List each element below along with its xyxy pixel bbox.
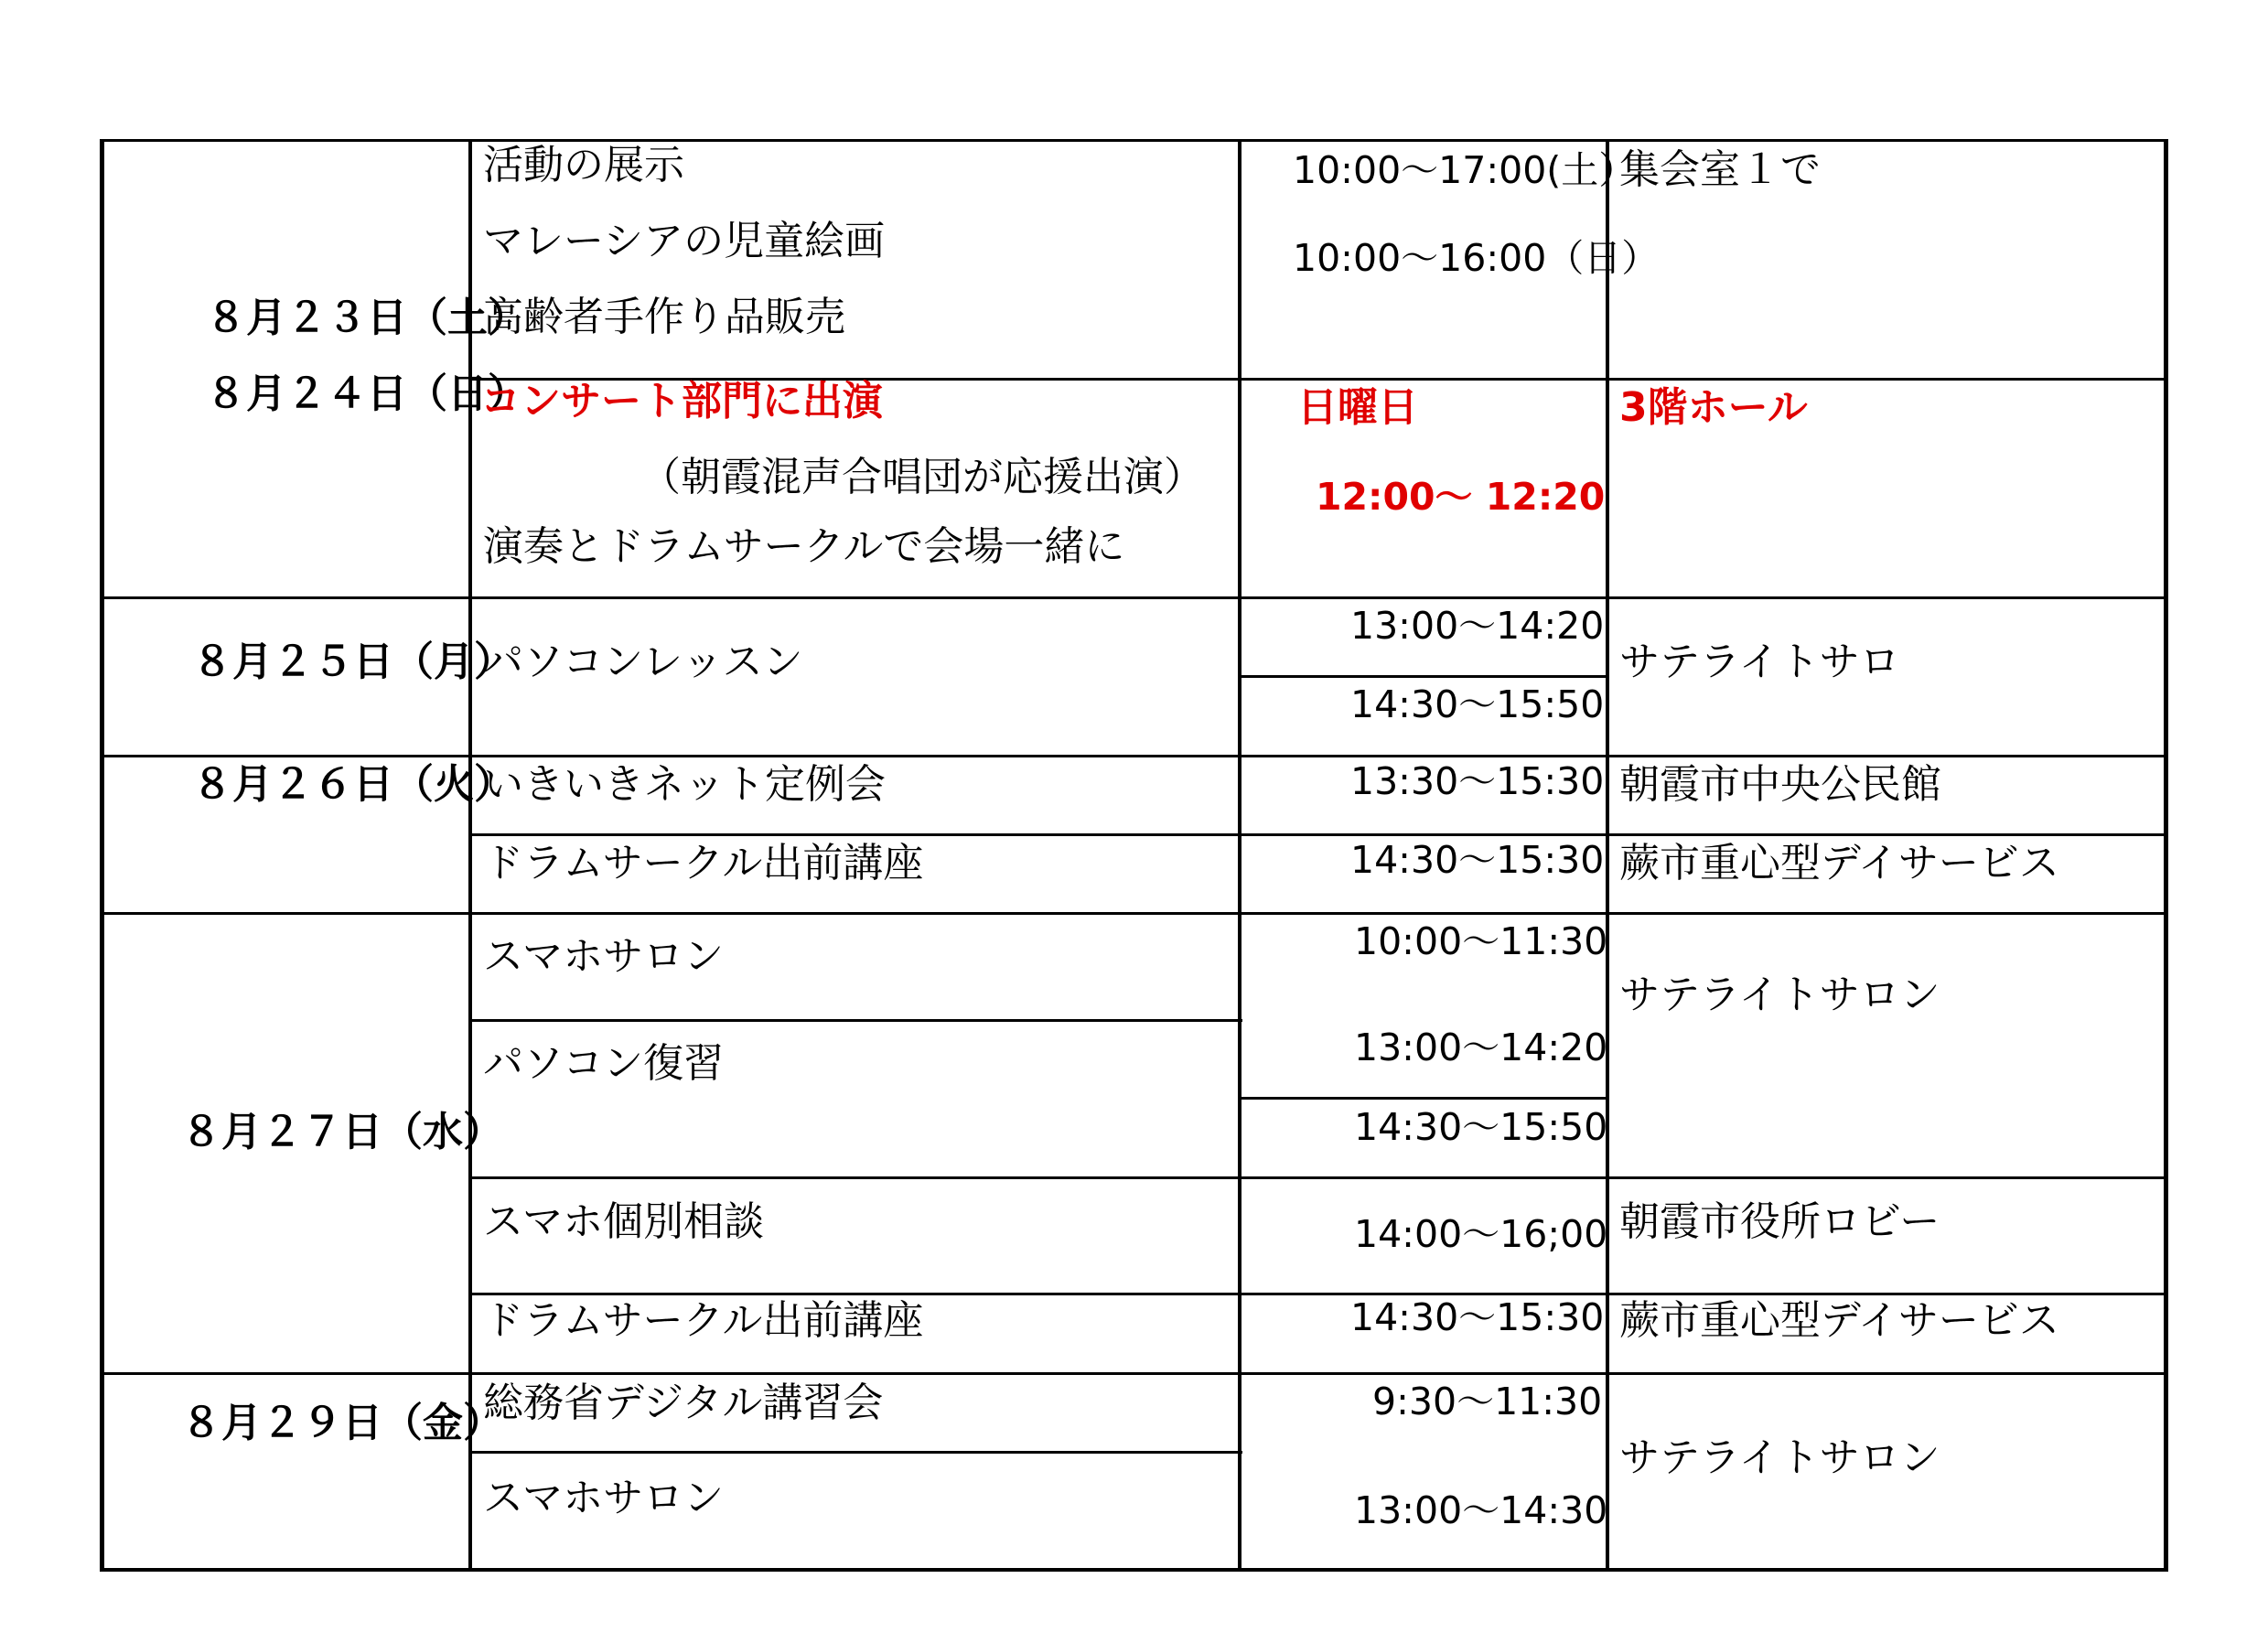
place-cell: 蕨市重心型デイサービス [1619,840,2059,886]
table-divider-event-time [1238,139,1241,1572]
time-cell: 13:30～15:30 [1350,759,1605,803]
row-divider [468,1293,2168,1295]
time-cell: 13:00～14:20 [1350,604,1605,648]
event-text: 高齢者手作り品販売 [483,294,845,340]
time-cell: 14:30～15:30 [1350,838,1605,882]
concert-time: 12:00～ 12:20 [1316,475,1606,519]
event-text: スマホサロン [483,1475,725,1521]
time-cell: 14:30～15:30 [1350,1295,1605,1339]
row-divider [468,1176,2168,1179]
event-text: 総務省デジタル講習会 [483,1380,884,1426]
time-cell: 10:00～16:00（日） [1293,236,1660,280]
date-cell: ８月２６日（火） [192,761,514,808]
date-cell: ８月２７日（水） [181,1109,503,1155]
table-divider-date-event [468,139,472,1572]
event-text: 活動の展示 [483,142,684,188]
time-cell: 13:00～14:30 [1354,1488,1608,1532]
time-cell: 14:00～16;00 [1354,1212,1608,1256]
event-text: スマホサロン [483,933,725,980]
place-cell: サテライトサロ [1619,639,1900,685]
time-cell: 14:30～15:50 [1354,1105,1608,1149]
concert-subtitle: （朝霞混声合唱団が応援出演） [640,454,1204,500]
row-divider [468,1451,1242,1454]
concert-place: 3階ホール [1619,384,1808,431]
table-border-top [100,139,2168,142]
table-divider-time-place [1606,139,1609,1572]
place-cell: 蕨市重心型デイサービス [1619,1297,2059,1344]
table-border-left [100,139,104,1572]
date-cell: ８月２５日（月） [192,639,514,685]
place-cell: サテライトサロン [1619,1434,1940,1481]
date-cell: ８月２３日（土） [206,295,528,341]
date-cell: ８月２９日（金） [181,1400,503,1446]
concert-title: コンサート部門に出演 [480,378,883,424]
row-divider [468,833,2168,836]
row-divider [1238,675,1607,678]
event-text: ドラムサークル出前講座 [483,840,924,886]
place-cell: 集会室１で [1619,146,1821,193]
row-divider [100,1372,2168,1375]
time-cell: 10:00～11:30 [1354,919,1608,963]
table-border-right [2164,139,2168,1572]
row-divider [100,596,2168,599]
row-divider [100,755,2168,757]
time-cell: 13:00～14:20 [1354,1026,1608,1069]
row-divider [1238,1097,1607,1100]
time-cell: 10:00～17:00(土） [1293,148,1637,192]
concert-day: 日曜日 [1297,384,1418,431]
place-cell: 朝霞市役所ロビー [1619,1198,1940,1245]
event-text: ドラムサークル出前講座 [483,1297,924,1344]
event-text: スマホ個別相談 [483,1198,765,1245]
time-cell: 9:30～11:30 [1372,1380,1603,1423]
event-text: パソコン復習 [483,1040,725,1087]
time-cell: 14:30～15:50 [1350,682,1605,726]
table-border-bottom [100,1568,2168,1572]
place-cell: サテライトサロン [1619,972,1940,1018]
concert-description: 演奏とドラムサークルで会場一緒に [483,523,1125,570]
row-divider [468,1019,1242,1022]
place-cell: 朝霞市中央公民館 [1619,761,1941,808]
event-text: いきいきネット定例会 [483,761,886,808]
event-text: マレーシアの児童絵画 [483,218,886,264]
date-cell: ８月２４日（日） [206,370,528,417]
row-divider [100,912,2168,915]
event-text: パソコンレッスン [483,639,803,685]
